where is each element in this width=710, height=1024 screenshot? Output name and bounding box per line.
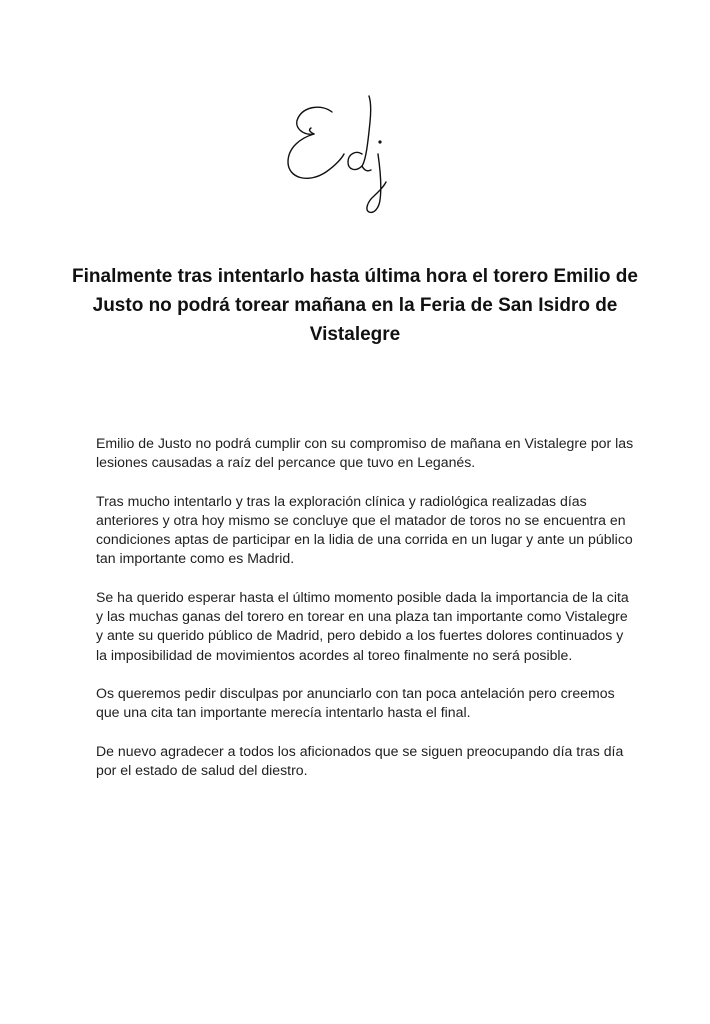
edj-signature-logo-graphic <box>270 82 440 222</box>
body-paragraph: Emilio de Justo no podrá cumplir con su compromiso de mañana en Vistalegre por las lesiones causadas a raíz del percance que tuvo en Leganés. <box>96 435 634 471</box>
document-body <box>96 434 636 799</box>
body-paragraph: Se ha querido esperar hasta el último momento posible dada la importancia de la cita y las muchas ganas del torero en torear en una plaza tan importante como Vistalegre y ante su querido público de Madrid, pero debido a los fuertes dolores continuados y la imposibilidad de movimientos acordes al toreo finalmente no será posible. <box>96 588 629 663</box>
body-paragraph: Os queremos pedir disculpas por anunciarlo con tan poca antelación pero creemos que una cita tan importante merecía intentarlo hasta el final. <box>96 684 615 721</box>
document-title: Finalmente tras intentarlo hasta última hora el torero Emilio de Justo no podrá torear mañana en la Feria de San Isidro de Vistalegre <box>72 266 638 345</box>
edj-signature-logo <box>270 82 440 222</box>
body-paragraph: Tras mucho intentarlo y tras la exploración clínica y radiológica realizadas días anteriores y otra hoy mismo se concluye que el matador de toros no se encuentra en condiciones aptas de participar en la lidia de una corrida en un lugar y ante un público tan importante como es Madrid. <box>96 492 633 567</box>
body-paragraph: De nuevo agradecer a todos los aficionados que se siguen preocupando día tras día por el estado de salud del diestro. <box>96 742 624 778</box>
